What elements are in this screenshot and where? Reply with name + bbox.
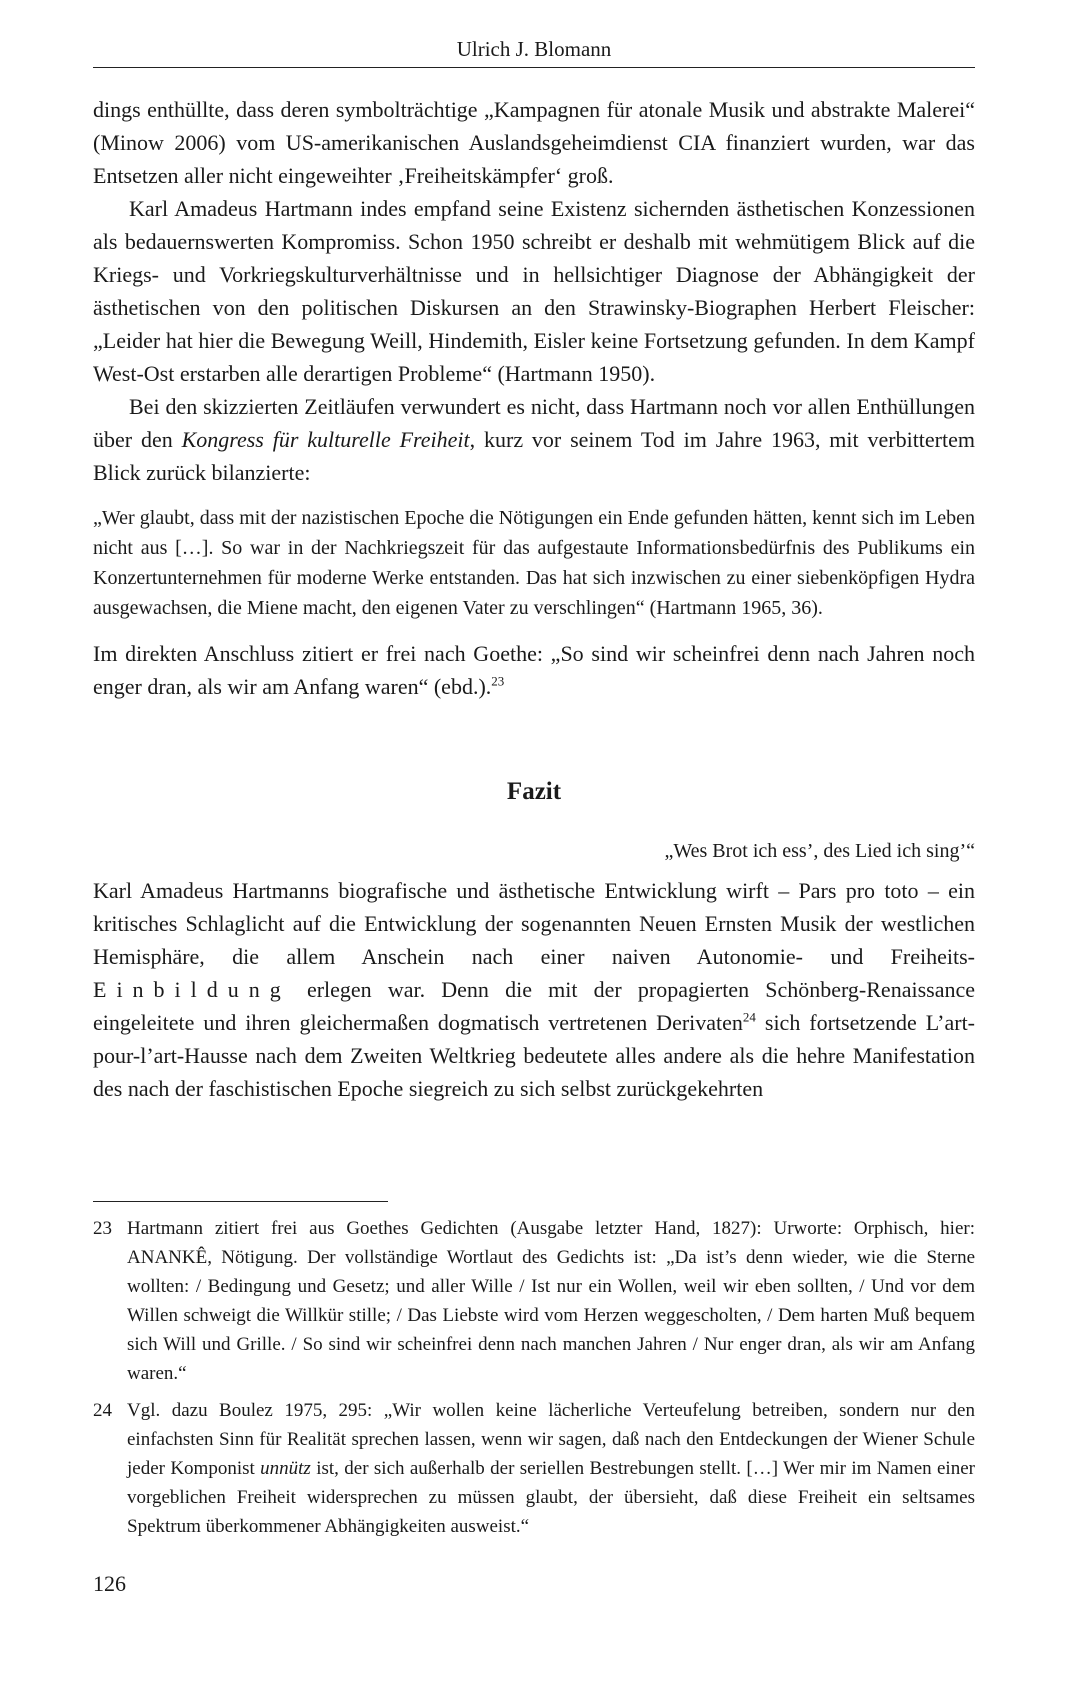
footnote-24-italic: unnütz [260, 1458, 311, 1479]
footnote-text [127, 1396, 975, 1541]
section-motto: „Wes Brot ich ess’, des Lied ich sing’“ [664, 840, 975, 862]
paragraph-4-text: Im direkten Anschluss zitiert er frei nach Goethe: „So sind wir scheinfrei denn nach Jahren noch enger dran, als wir am Anfang waren“ (ebd.). [93, 641, 975, 699]
paragraph-5-text-a: Karl Amadeus Hartmanns biografische und ästhetische Entwicklung wirft – Pars pro toto – ein kritisches Schlaglicht auf die Entwicklung der sogenannten Neuen Ernsten Musik der westlichen Hemisphäre, die allem Anschein nach einer naiven Autonomie- und Freiheits- [93, 878, 975, 969]
block-quote: „Wer glaubt, dass mit der nazistischen Epoche die Nötigungen ein Ende gefunden hätten, kennt sich im Leben nicht aus […]. So war in der Nachkriegszeit für das aufgestaute Informationsbedürfnis des Publikums ein Konzertunternehmen für moderne Werke entstanden. Das hat sich inzwischen zu einer siebenköpfigen Hydra ausgewachsen, die Miene macht, den eigenen Vater zu verschlingen“ (Hartmann 1965, 36). [93, 507, 975, 619]
page-number: 126 [93, 1571, 126, 1596]
section-heading: Fazit [506, 778, 562, 805]
footnote-number: 24 [93, 1400, 112, 1421]
body-text [93, 93, 975, 1105]
footnote-text: Hartmann zitiert frei aus Goethes Gedichten (Ausgabe letzter Hand, 1827): Urworte: Orphisch, hier: ANANKÊ, Nötigung. Der vollständige Wortlaut des Gedichts ist: „Da ist’s denn wieder, wie die Sterne wollten: / Bedingung und Gesetz; und aller Wille / Ist nur ein Wollen, weil wir eben sollten, / Und vor dem Willen schweigt die Willkür stille; / Das Liebste wird vom Herzen weggescholten, / Dem harten Muß bequem sich Will und Grille. / So sind wir scheinfrei denn nach manchen Jahren / Nur enger dran, als wir am Anfang waren.“ [127, 1218, 975, 1384]
footnote-number: 23 [93, 1218, 112, 1239]
paragraph-3 [93, 390, 975, 489]
paragraph-5 [93, 874, 975, 1105]
paragraph-5-text-c: sich fortsetzende L’art-pour-l’art-Hausse nach dem Zweiten Weltkrieg bedeutete alles andere als die hehre Manifestation des nach der faschistischen Epoche siegreich zu sich selbst zurückgekehrten [93, 1010, 976, 1101]
footnote-24-text-b: ist, der sich außerhalb der seriellen Bestrebungen stellt. […] Wer mir im Namen einer vorgeblichen Freiheit widersprechen zu müssen glaubt, der übersieht, daß diese Freiheit ein seltsames Spektrum überkommener Abhängigkeiten ausweist.“ [127, 1458, 975, 1537]
paragraph-3-italic: Kongress für kulturelle Freiheit [181, 427, 470, 452]
footnote-ref-23: 23 [491, 673, 505, 689]
footnote-24 [93, 1396, 975, 1541]
paragraph-2: Karl Amadeus Hartmann indes empfand seine Existenz sichernden ästhetischen Konzessionen als bedauernswerten Kompromiss. Schon 1950 schreibt er deshalb mit wehmütigem Blick auf die Kriegs- und Vorkriegskulturverhältnisse und in hellsichtiger Diagnose der Abhängigkeit der ästhetischen von den politischen Diskursen an den Strawinsky-Biographen Herbert Fleischer: „Leider hat hier die Bewegung Weill, Hindemith, Eisler keine Fortsetzung gefunden. In dem Kampf West-Ost erstarben alle derartigen Probleme“ (Hartmann 1950). [93, 196, 975, 386]
header-rule [93, 67, 975, 68]
running-head: Ulrich J. Blomann [456, 37, 612, 61]
paragraph-5-spaced-word: Einbildung [93, 977, 291, 1002]
paragraph-3-text-b: , kurz vor seinem Tod im Jahre 1963, mit verbittertem Blick zurück bilanzierte: [93, 427, 975, 485]
footnote-ref-24: 24 [742, 1009, 756, 1025]
paragraph-1: dings enthüllte, dass deren symbolträchtige „Kampagnen für atonale Musik und abstrakte Malerei“ (Minow 2006) vom US-amerikanischen Auslandsgeheimdienst CIA finanziert wurden, war das Entsetzen aller nicht eingeweihter ‚Freiheitskämpfer‘ groß. [93, 97, 975, 188]
paragraph-4 [93, 637, 975, 703]
paragraph-3-text-a: Bei den skizzierten Zeitläufen verwundert es nicht, dass Hartmann noch vor allen Enthüllungen über den [93, 394, 975, 452]
footnote-24-text-a: Vgl. dazu Boulez 1975, 295: „Wir wollen keine lächerliche Verteufelung betreiben, sondern nur den einfachsten Sinn für Realität sprechen lassen, wenn wir sagen, daß nach den Entdeckungen der Wiener Schule jeder Komponist [127, 1400, 975, 1479]
footnotes [93, 1214, 975, 1549]
footnote-rule [93, 1201, 388, 1202]
paragraph-5-text-b: erlegen war. Denn die mit der propagierten Schönberg-Renaissance eingeleitete und ihren gleichermaßen dogmatisch vertretenen Derivaten [93, 977, 975, 1035]
footnote-23 [93, 1214, 975, 1388]
